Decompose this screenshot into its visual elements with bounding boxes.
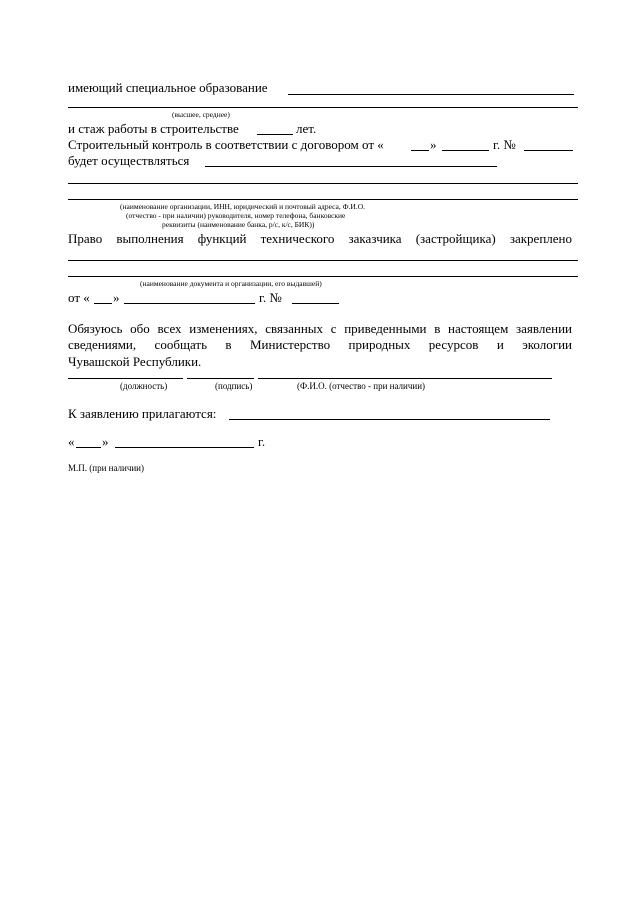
experience-label: и стаж работы в строительстве [68,121,239,136]
document-hint: (наименование документа и организации, его выдавшей) [140,279,322,288]
organization-hint-line-3: реквизиты (наименование банка, р/с, к/с, БИК)) [162,220,315,229]
position-field[interactable] [68,378,183,379]
organization-field-line-2[interactable] [68,183,578,184]
document-field-line-2[interactable] [68,276,578,277]
contract-day-close-quote: » [430,137,437,152]
attachments-label: К заявлению прилагаются: [68,406,217,421]
document-day-close-quote: » [113,290,120,305]
organization-field-line-3[interactable] [68,199,578,200]
experience-years-field[interactable] [257,134,293,135]
obligation-line-2: сведениями, сообщать в Министерство природных ресурсов и экологии [68,337,572,352]
attachments-field[interactable] [229,419,550,420]
signing-date-close-quote: » [102,434,109,449]
contract-number-field[interactable] [524,150,573,151]
document-number-field[interactable] [292,303,339,304]
signing-date-open-quote: « [68,434,75,449]
organization-field-line[interactable] [205,166,497,167]
stamp-placeholder: М.П. (при наличии) [68,463,144,473]
obligation-line-1: Обязуюсь обо всех изменениях, связанных с приведенными в настоящем заявлении [68,321,572,336]
document-day-field[interactable] [94,303,112,304]
construction-control-label: Строительный контроль в соответствии с договором от « [68,137,384,152]
experience-years-suffix: лет. [296,121,317,136]
contract-month-field[interactable] [442,150,489,151]
position-caption: (должность) [120,381,168,391]
document-field-line-1[interactable] [68,260,578,261]
contract-day-field[interactable] [411,150,429,151]
will-be-done-label: будет осуществляться [68,153,190,168]
document-date-prefix: от « [68,290,90,305]
obligation-line-3: Чувашской Республики. [68,354,202,369]
organization-hint-line-1: (наименование организации, ИНН, юридический и почтовый адреса, Ф.И.О. [120,202,365,211]
signing-month-field[interactable] [115,447,254,448]
document-year-number-label: г. № [259,290,282,305]
full-name-field[interactable] [258,378,552,379]
education-hint: (высшее, среднее) [172,110,230,119]
education-field-line[interactable] [288,94,574,95]
education-field-line-2[interactable] [68,107,578,108]
full-name-caption: (Ф.И.О. (отчество - при наличии) [297,381,426,391]
contract-year-number-label: г. № [493,137,516,152]
signature-field[interactable] [187,378,254,379]
organization-hint-line-2: (отчество - при наличии) руководителя, номер телефона, банковские [126,211,346,220]
signing-day-field[interactable] [76,447,101,448]
document-month-field[interactable] [124,303,255,304]
education-label: имеющий специальное образование [68,80,268,95]
signing-year-suffix: г. [258,434,266,449]
signature-caption: (подпись) [215,381,253,391]
customer-rights-heading: Право выполнения функций технического заказчика (застройщика) закреплено [68,231,572,246]
